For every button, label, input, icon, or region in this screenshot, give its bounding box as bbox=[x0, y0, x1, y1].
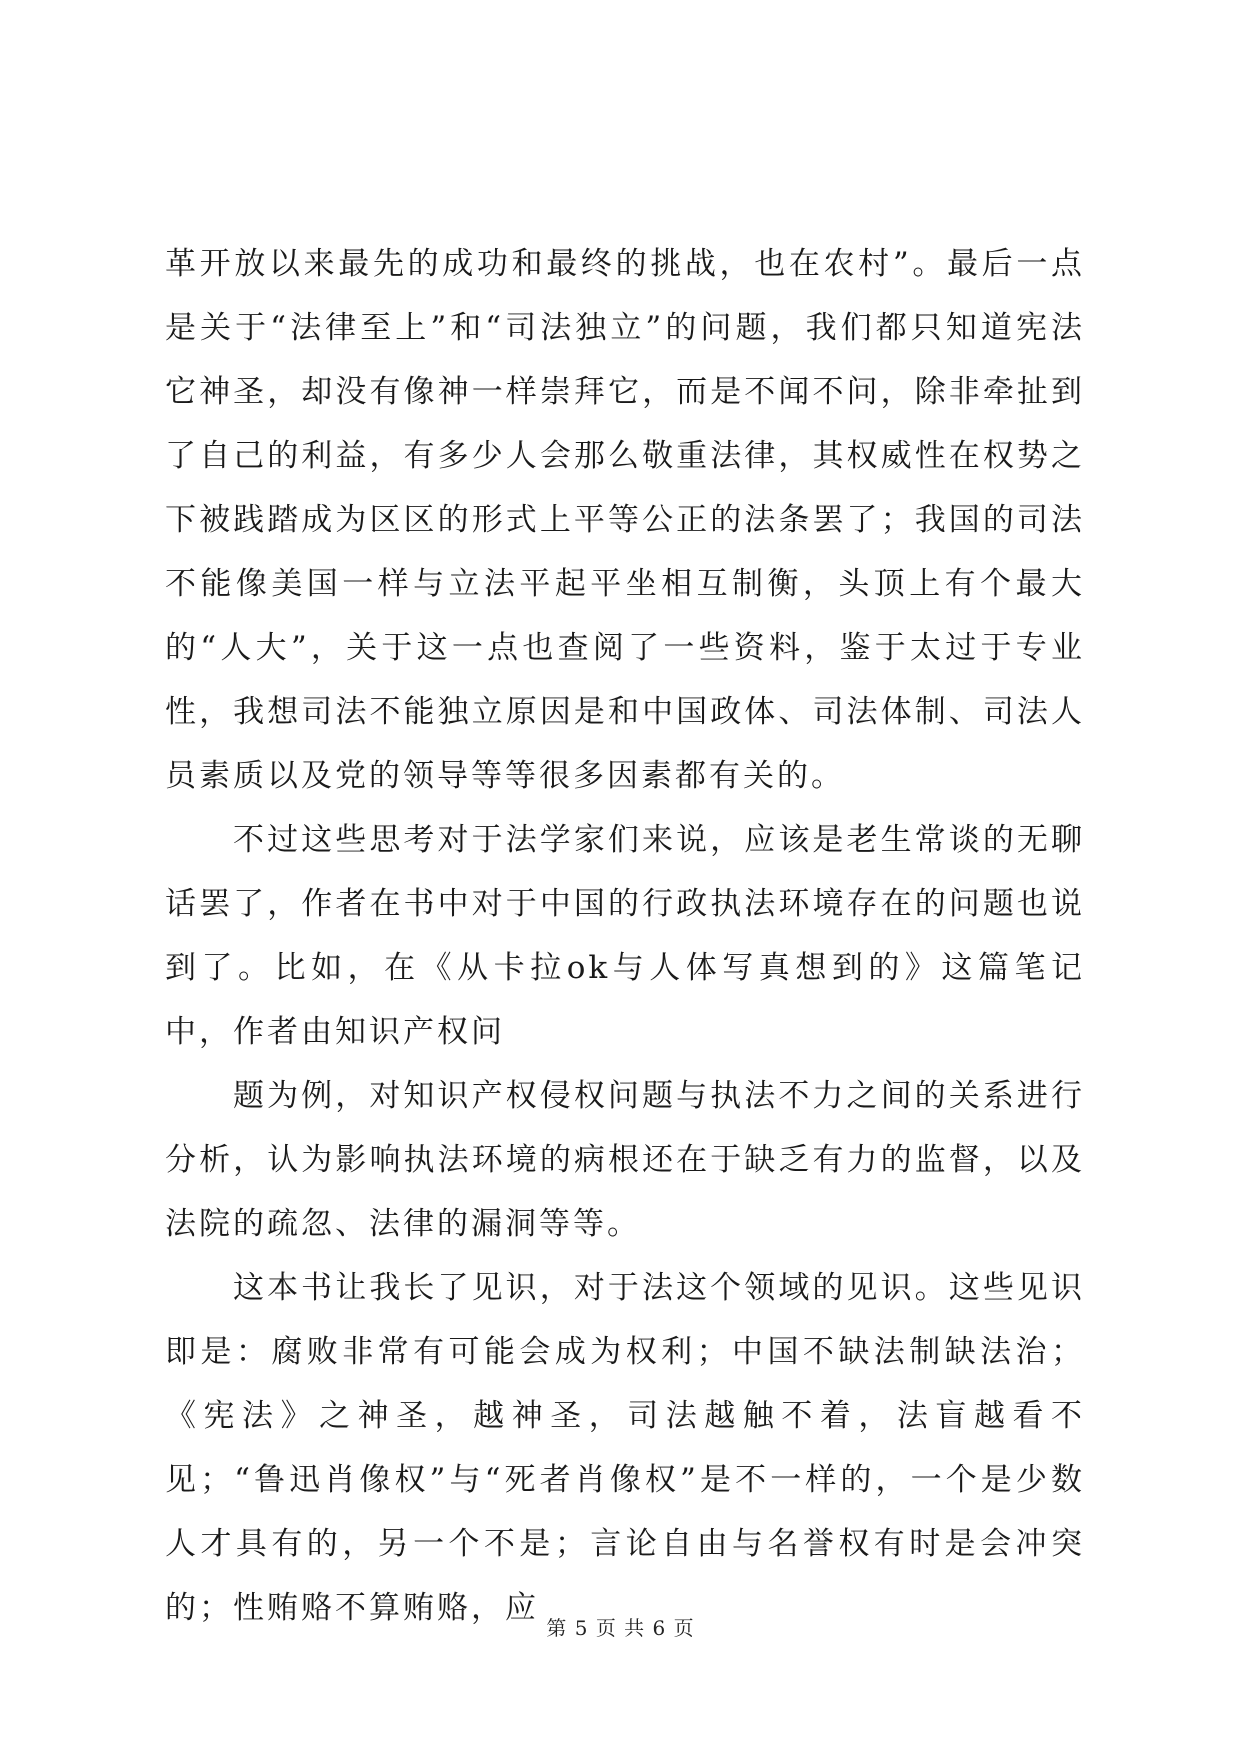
paragraph-3: 题为例，对知识产权侵权问题与执法不力之间的关系进行分析，认为影响执法环境的病根还在于缺乏有力的监督，以及法院的疏忽、法律的漏洞等等。 bbox=[165, 1078, 1085, 1242]
paragraph-4: 这本书让我长了见识，对于法这个领域的见识。这些见识即是：腐败非常有可能会成为权利；中国不缺法制缺法治；《宪法》之神圣，越神圣，司法越触不着，法盲越看不见；“鲁迅肖像权”与“死者肖像权”是不一样的，一个是少数人才具有的，另一个不是；言论自由与名誉权有时是会冲突的；性贿赂不算贿赂，应 bbox=[165, 1270, 1085, 1626]
paragraph-2: 不过这些思考对于法学家们来说，应该是老生常谈的无聊话罢了，作者在书中对于中国的行政执法环境存在的问题也说到了。比如，在《从卡拉ok与人体写真想到的》这篇笔记中，作者由知识产权问 bbox=[165, 822, 1085, 1050]
page-number-footer: 第 5 页 共 6 页 bbox=[546, 1616, 695, 1640]
document-body bbox=[165, 232, 1085, 1640]
paragraph-1: 革开放以来最先的成功和最终的挑战，也在农村”。最后一点是关于“法律至上”和“司法独立”的问题，我们都只知道宪法它神圣，却没有像神一样崇拜它，而是不闻不问，除非牵扯到了自己的利益，有多少人会那么敬重法律，其权威性在权势之下被践踏成为区区的形式上平等公正的法条罢了；我国的司法不能像美国一样与立法平起平坐相互制衡，头顶上有个最大的“人大”，关于这一点也查阅了一些资料，鉴于太过于专业性，我想司法不能独立原因是和中国政体、司法体制、司法人员素质以及党的领导等等很多因素都有关的。 bbox=[165, 246, 1085, 794]
